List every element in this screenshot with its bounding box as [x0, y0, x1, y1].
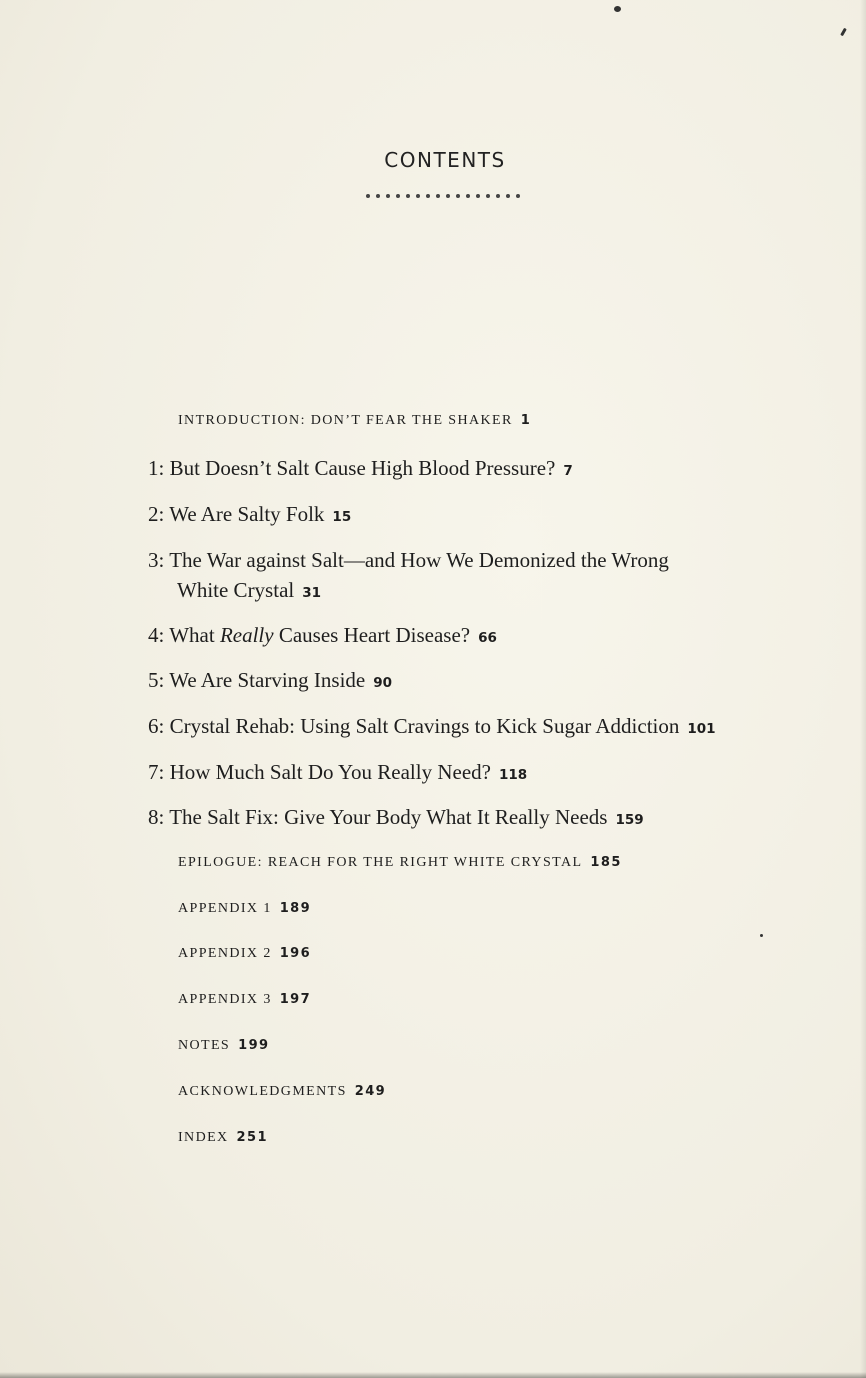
toc-page-number: 199	[238, 1038, 270, 1053]
toc-page-number: 1	[520, 413, 532, 428]
toc-entry-label: INTRODUCTION: DON’T FEAR THE SHAKER	[178, 413, 513, 428]
toc-entry-epilogue[interactable]	[178, 855, 622, 871]
toc-entry-label: EPILOGUE: REACH FOR THE RIGHT WHITE CRYSTAL	[178, 855, 583, 870]
toc-page-number: 249	[354, 1084, 387, 1099]
toc-entry-chapter-2[interactable]	[148, 499, 351, 532]
toc-entry-introduction[interactable]	[178, 413, 531, 429]
toc-entry-label: NOTES	[178, 1038, 231, 1053]
toc-entry-label-line-1: 3: The War against Salt—and How We Demonized the Wrong	[148, 548, 669, 572]
toc-entry-label: 8: The Salt Fix: Give Your Body What It Really Needs	[148, 805, 608, 829]
toc-entry-label: 1: But Doesn’t Salt Cause High Blood Pressure?	[148, 456, 556, 480]
toc-entry-label: APPENDIX 1	[178, 901, 272, 916]
toc-entry-acknowledgments[interactable]	[178, 1084, 386, 1100]
toc-entry-label: INDEX	[178, 1130, 229, 1145]
toc-entry-chapter-5[interactable]	[148, 665, 392, 698]
toc-entry-label: ACKNOWLEDGMENTS	[178, 1084, 347, 1099]
toc-page-number: 31	[302, 585, 322, 601]
toc-entry-chapter-3[interactable]	[148, 545, 669, 608]
toc-page-number: 101	[687, 721, 716, 737]
toc-page-number: 66	[478, 630, 497, 646]
toc-entry-chapter-6[interactable]	[148, 711, 716, 744]
page-edge-bottom	[0, 1372, 866, 1378]
toc-page-number: 159	[615, 812, 644, 828]
toc-page-number: 15	[332, 509, 352, 525]
toc-entry-label-emphasis: Really	[219, 623, 274, 647]
toc-entry-chapter-1[interactable]	[148, 453, 573, 486]
toc-entry-appendix-3[interactable]	[178, 992, 311, 1008]
toc-page-number: 189	[279, 901, 312, 916]
toc-page-number: 7	[563, 463, 573, 479]
toc-entry-label-prefix: 4: What	[148, 623, 220, 647]
toc-entry-appendix-1[interactable]	[178, 901, 311, 917]
title-ornament	[366, 194, 520, 198]
toc-entry-label: 6: Crystal Rehab: Using Salt Cravings to Kick Sugar Addiction	[148, 714, 680, 738]
toc-entry-chapter-7[interactable]	[148, 757, 527, 790]
toc-entry-notes[interactable]	[178, 1038, 269, 1054]
toc-entry-chapter-8[interactable]	[148, 802, 644, 835]
toc-entry-label-line-2: White Crystal	[177, 578, 295, 602]
toc-entry-label: 5: We Are Starving Inside	[148, 668, 366, 692]
toc-entry-label: APPENDIX 2	[178, 946, 272, 961]
ink-speck	[760, 934, 763, 937]
toc-entry-label: 2: We Are Salty Folk	[148, 502, 325, 526]
toc-page-number: 90	[373, 675, 393, 691]
toc-entry-appendix-2[interactable]	[178, 946, 311, 962]
toc-entry-label-suffix: Causes Heart Disease?	[273, 623, 471, 647]
toc-page-number: 197	[279, 992, 312, 1007]
ink-speck	[840, 28, 847, 36]
toc-entry-index[interactable]	[178, 1130, 268, 1146]
toc-entry-label: APPENDIX 3	[178, 992, 272, 1007]
ink-speck	[614, 6, 621, 12]
toc-page-number: 185	[590, 855, 622, 870]
toc-entry-chapter-4[interactable]	[148, 620, 497, 653]
toc-page-number: 118	[498, 767, 528, 783]
toc-page-number: 196	[279, 946, 312, 961]
page-title: CONTENTS	[384, 148, 506, 172]
toc-page-number: 251	[236, 1130, 268, 1145]
toc-entry-label: 7: How Much Salt Do You Really Need?	[148, 760, 491, 784]
page-edge	[860, 0, 866, 1378]
